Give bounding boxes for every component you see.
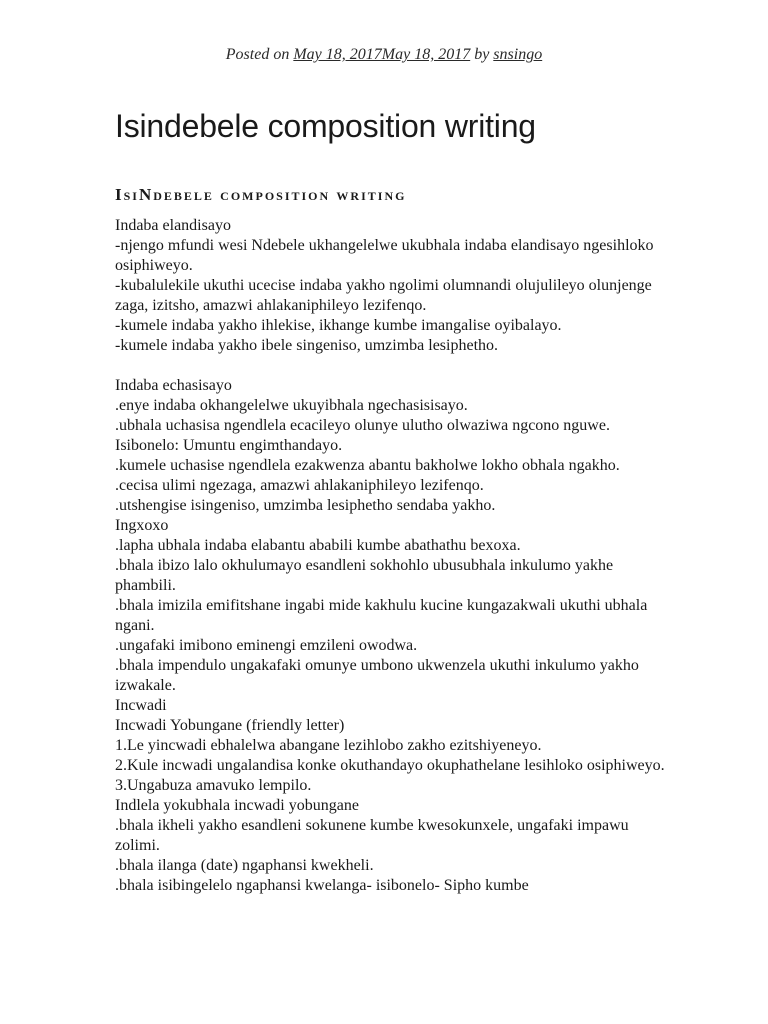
paragraph-line: .kumele uchasise ngendlela ezakwenza abantu bakholwe lokho obhala ngakho. [115,457,620,474]
page-title: Isindebele composition writing [115,108,536,144]
by-label: by [474,46,490,63]
article-body [115,216,675,896]
paragraph-line: .cecisa ulimi ngezaga, amazwi ahlakaniphileyo lezifenqo. [115,477,484,494]
paragraph-line: .ungafaki imibono eminengi emzileni owodwa. [115,637,418,654]
paragraph-line: -njengo mfundi wesi Ndebele ukhangelelwe ukubhala indaba elandisayo ngesihloko osiphiweyo. [115,237,654,274]
paragraph-line: Incwadi [115,697,167,714]
post-meta [0,46,768,64]
paragraph-line: -kumele indaba yakho ihlekise, ikhange kumbe imangalise oyibalayo. [115,317,562,334]
paragraph-line: .ubhala uchasisa ngendlela ecacileyo olunye ulutho olwaziwa ngcono nguwe. Isibonelo: Umuntu engimthandayo. [115,417,610,454]
paragraph-line: .bhala imizila emifitshane ingabi mide kakhulu kucine kungazakwali ukuthi ubhala ngani. [115,597,648,634]
paragraph-line: Incwadi Yobungane (friendly letter) [115,717,345,734]
paragraph-line: 2.Kule incwadi ungalandisa konke okuthandayo okuphathelane lesihloko osiphiweyo. [115,757,665,774]
paragraph-line: Indlela yokubhala incwadi yobungane [115,797,359,814]
paragraph-line: 3.Ungabuza amavuko lempilo. [115,777,312,794]
paragraph-line: .bhala ilanga (date) ngaphansi kwekheli. [115,857,374,874]
paragraph-line: .lapha ubhala indaba elabantu ababili kumbe abathathu bexoxa. [115,537,521,554]
paragraph-line: Indaba echasisayo [115,377,232,394]
paragraph-line: -kumele indaba yakho ibele singeniso, umzimba lesiphetho. [115,337,499,354]
paragraph-line: Indaba elandisayo [115,217,231,234]
paragraph-line: .bhala impendulo ungakafaki omunye umbono ukwenzela ukuthi inkulumo yakho izwakale. [115,657,639,694]
paragraph-line: .bhala isibingelelo ngaphansi kwelanga- isibonelo- Sipho kumbe [115,877,529,894]
section-heading: IsiNdebele composition writing [115,185,407,204]
posted-on-label: Posted on [225,46,290,63]
paragraph-line: Ingxoxo [115,517,169,534]
paragraph-line: .utshengise isingeniso, umzimba lesiphetho sendaba yakho. [115,497,496,514]
paragraph-line: .bhala ibizo lalo okhulumayo esandleni sokhohlo ubusubhala inkulumo yakhe phambili. [115,557,614,594]
paragraph-line: -kubalulekile ukuthi ucecise indaba yakho ngolimi olumnandi olujulileyo olunjenge zaga, izitsho, amazwi ahlakaniphileyo lezifenqo. [115,277,652,314]
paragraph-line: .enye indaba okhangelelwe ukuyibhala ngechasisisayo. [115,397,468,414]
author-link[interactable]: snsingo [493,46,543,63]
paragraph-line: .bhala ikheli yakho esandleni sokunene kumbe kwesokunxele, ungafaki impawu zolimi. [115,817,629,854]
post-date-link[interactable]: May 18, 2017May 18, 2017 [293,46,471,63]
paragraph-line: 1.Le yincwadi ebhalelwa abangane lezihlobo zakho ezitshiyeneyo. [115,737,542,754]
